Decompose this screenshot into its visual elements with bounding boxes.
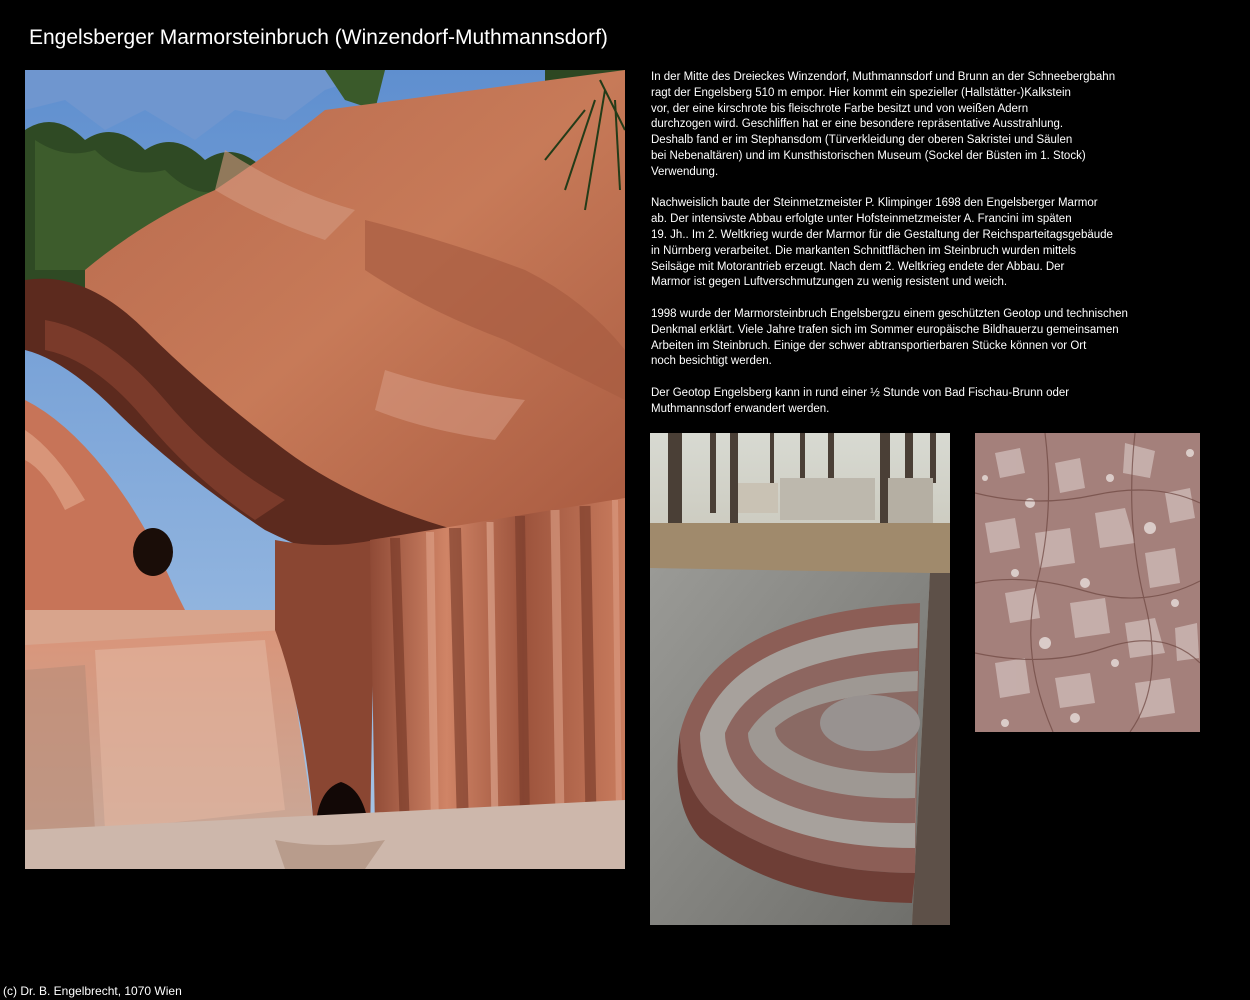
paragraph-history-location <box>651 70 1171 181</box>
text-line: Verwendung. <box>651 165 719 178</box>
text-line: Nachweislich baute der Steinmetzmeister P. Klimpinger 1698 den Engelsberger Marmor <box>651 197 1098 210</box>
paragraph-quarrying-history <box>651 196 1171 291</box>
text-line: in Nürnberg verarbeitet. Die markanten Schnittflächen im Steinbruch wurden mittels <box>651 244 1077 257</box>
text-line: durchzogen wird. Geschliffen hat er eine besondere repräsentative Ausstrahlung. <box>651 118 1064 131</box>
text-line: In der Mitte des Dreieckes Winzendorf, Muthmannsdorf und Brunn an der Schneebergbahn <box>651 71 1116 83</box>
text-line: bei Nebenaltären) und im Kunsthistorischen Museum (Sockel der Büsten im 1. Stock) <box>651 149 1086 162</box>
polished-marble-texture-photo <box>975 433 1200 732</box>
text-line: Seilsäge mit Motorantrieb erzeugt. Nach dem 2. Weltkrieg endete der Abbau. Der <box>651 260 1065 273</box>
text-line: 1998 wurde der Marmorsteinbruch Engelsbergzu einem geschützten Geotop und technischen <box>651 307 1128 320</box>
text-line: Arbeiten im Steinbruch. Einige der schwer abtransportierbaren Stücke können vor Ort <box>651 339 1087 352</box>
text-line: noch besichtigt werden. <box>651 355 772 368</box>
text-line: Der Geotop Engelsberg kann in rund einer ½ Stunde von Bad Fischau-Brunn oder <box>651 386 1070 399</box>
copyright-notice: (c) Dr. B. Engelbrecht, 1070 Wien <box>3 984 182 998</box>
description-text <box>651 70 1171 433</box>
text-line: 19. Jh.. Im 2. Weltkrieg wurde der Marmor für die Gestaltung der Reichsparteitagsgebäude <box>651 228 1113 241</box>
text-line: Marmor ist gegen Luftverschmutzungen zu wenig resistent und weich. <box>651 276 1008 289</box>
text-line: Denkmal erklärt. Viele Jahre trafen sich im Sommer europäische Bildhauerzu gemeinsamen <box>651 323 1119 336</box>
text-line: vor, der eine kirschrote bis fleischrote Farbe besitzt und von weißen Adern <box>651 102 1029 115</box>
paragraph-hiking-access <box>651 386 1171 418</box>
text-line: ab. Der intensivste Abbau erfolgte unter Hofsteinmetzmeister A. Francini im späten <box>651 213 1072 226</box>
text-line: Deshalb fand er im Stephansdom (Türverkleidung der oberen Sakristei und Säulen <box>651 134 1073 147</box>
page-title: Engelsberger Marmorsteinbruch (Winzendorf-Muthmannsdorf) <box>29 26 608 49</box>
quarry-rock-face-photo <box>25 70 625 869</box>
paragraph-geotop-status <box>651 307 1171 370</box>
text-line: ragt der Engelsberg 510 m empor. Hier kommt ein spezieller (Hallstätter-)Kalkstein <box>651 86 1071 99</box>
text-line: Muthmannsdorf erwandert werden. <box>651 402 830 415</box>
stone-sculpture-photo <box>650 433 950 925</box>
